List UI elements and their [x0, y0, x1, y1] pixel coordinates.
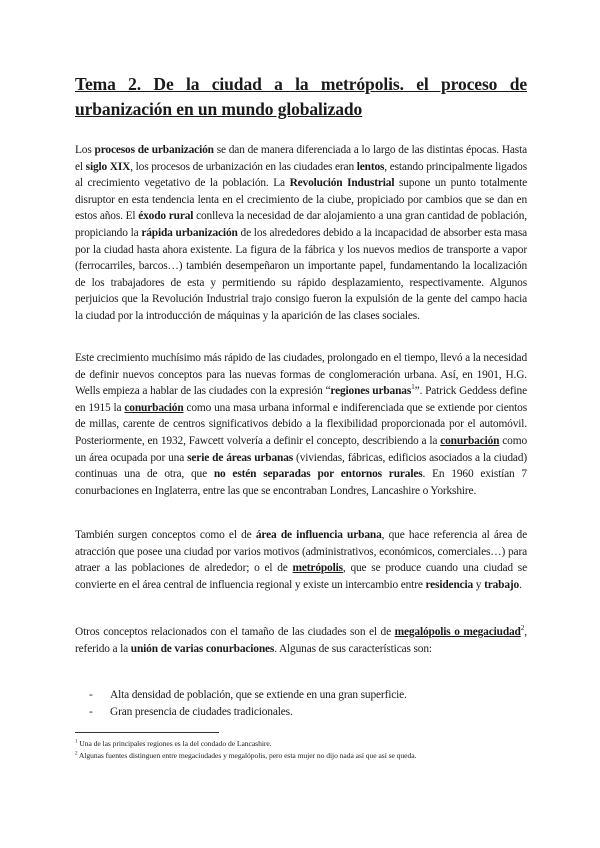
footnote-ref: 2: [520, 623, 525, 633]
list-item: [75, 687, 527, 704]
footnote-2-mark: 2: [75, 750, 78, 756]
text-run: . En 1960 existían 7 conurbaciones en Inglaterra, entre las que se encontraban Londres, Lancashire o Yorkshire.: [75, 468, 527, 497]
text-run: ”. Patrick Geddess define en 1915 la: [75, 385, 528, 414]
paragraph-urbanization-processes: [75, 142, 527, 325]
text-run: de los alrededores debido a la incapacidad de absorber esta masa por la ciudad hasta ahora existente. La figura de la fábrica y los nuevos medios de transporte a vapor (ferrocarriles, barcos…) también desempeñaron un importante papel, fundamentando la localización de los trabajadores de esta y permitiendo su rápido desplazamiento, respectivamente. Algunos perjuicios que la Revolución Industrial trajo consigo fueron la expulsión de la gente del campo hacia la ciudad por la introducción de máquinas y la aparición de las clases sociales.: [75, 226, 528, 322]
text-run: Los: [75, 144, 95, 156]
bold-term: lentos: [356, 160, 385, 173]
text-run: Otros conceptos relacionados con el tamaño de las ciudades son el de: [75, 626, 395, 638]
bold-term: siglo XIX: [85, 160, 131, 173]
text-run: , estando principalmente ligados al crecimiento vegetativo de la población. La: [75, 160, 527, 190]
bold-term: procesos de urbanización: [94, 144, 214, 156]
text-run: supone un punto totalmente disruptor en esta tendencia lenta en el crecimiento de la ciube, propiciado por cambios que se dan en estos años. El: [75, 177, 527, 223]
text-run: , los procesos de urbanización en las ciudades eran: [130, 160, 357, 173]
text-run: como una masa urbana informal e indiferenciada que se extiende por cientos de millas, carente de centros significativos debido a la flexibilidad proporcionada por el automóvil. Posteriormente, en 1932, Fawcett volvería a definir el concepto, describiendo a la: [75, 401, 527, 447]
bold-term: éxodo rural: [138, 210, 194, 223]
bullet-dash: -: [89, 705, 93, 718]
text-run: . Algunas de sus características son:: [274, 642, 432, 655]
text-run: , que hace referencia al área de atracción que posee una ciudad por varios motivos (administrativos, económicos, comerciales…) para atraer a las poblaciones de alrededor; o el de: [75, 529, 527, 575]
paragraph-conurbation: [75, 350, 527, 499]
text-run: (viviendas, fábricas, edificios asociados a la ciudad) continuas una de otra, que: [75, 451, 528, 481]
text-run: como un área ocupada por una: [75, 434, 527, 464]
paragraph-megalopolis: [75, 624, 527, 657]
list-item: [75, 704, 527, 721]
bold-term: no estén separadas por entornos rurales: [213, 468, 423, 481]
bold-term: área de influencia urbana: [255, 529, 382, 541]
text-run: conlleva la necesidad de dar alojamiento a una gran cantidad de población, propiciando la: [75, 210, 527, 239]
characteristics-list: [75, 687, 527, 721]
bold-term: megalópolis o megaciudad: [394, 626, 521, 638]
text-run: se dan de manera diferenciada a lo largo de las distintas épocas. Hasta el: [75, 144, 528, 173]
bold-term: regiones urbanas: [330, 385, 412, 398]
bold-term: trabajo: [484, 578, 520, 591]
text-run: , referido a la: [75, 626, 527, 655]
bold-term: residencia: [425, 578, 474, 591]
document-title: Tema 2. De la ciudad a la metrópolis. el proceso de urbanización en un mundo globalizado: [75, 74, 527, 119]
bold-term: metrópolis: [292, 562, 343, 575]
list-item-text: Gran presencia de ciudades tradicionales.: [110, 705, 293, 718]
bold-term: conurbación: [124, 401, 184, 414]
bold-term: conurbación: [440, 434, 500, 447]
bullet-dash: -: [89, 689, 93, 701]
text-run: .: [519, 578, 522, 591]
footnote-separator: [75, 732, 219, 733]
footnote-2: [75, 750, 527, 762]
bold-term: Revolución Industrial: [289, 177, 395, 190]
bold-term: rápida urbanización: [141, 226, 238, 239]
bold-term: unión de varias conurbaciones: [130, 642, 275, 655]
footnote-1-text: Una de las principales regiones es la del condado de Lancashire.: [77, 739, 272, 748]
text-run: También surgen conceptos como el de: [75, 529, 256, 541]
footnote-1: [75, 738, 527, 750]
text-run: y: [473, 578, 485, 591]
footnote-1-mark: 1: [75, 739, 78, 745]
text-run: Este crecimiento muchísimo más rápido de las ciudades, prolongado en el tiempo, llevó a la necesidad de definir nuevos conceptos para las nuevas formas de conglomeración urbana. Así, en 1901, H.G. Wells empieza a hablar de las ciudades con la expresión “: [75, 352, 527, 398]
list-item-text: Alta densidad de población, que se extiende en una gran superficie.: [110, 689, 407, 701]
footnotes: [75, 738, 527, 761]
paragraph-urban-influence-area: [75, 527, 527, 593]
bold-term: serie de áreas urbanas: [187, 451, 294, 464]
text-run: , que se produce cuando una ciudad se convierte en el área central de influencia regional y existe un intercambio entre: [75, 562, 527, 591]
footnote-ref: 1: [411, 382, 415, 392]
footnote-2-text: Algunas fuentes distinguen entre megaciudades y megalópolis, pero esta mujer no dijo nada así que así se queda.: [77, 750, 417, 760]
